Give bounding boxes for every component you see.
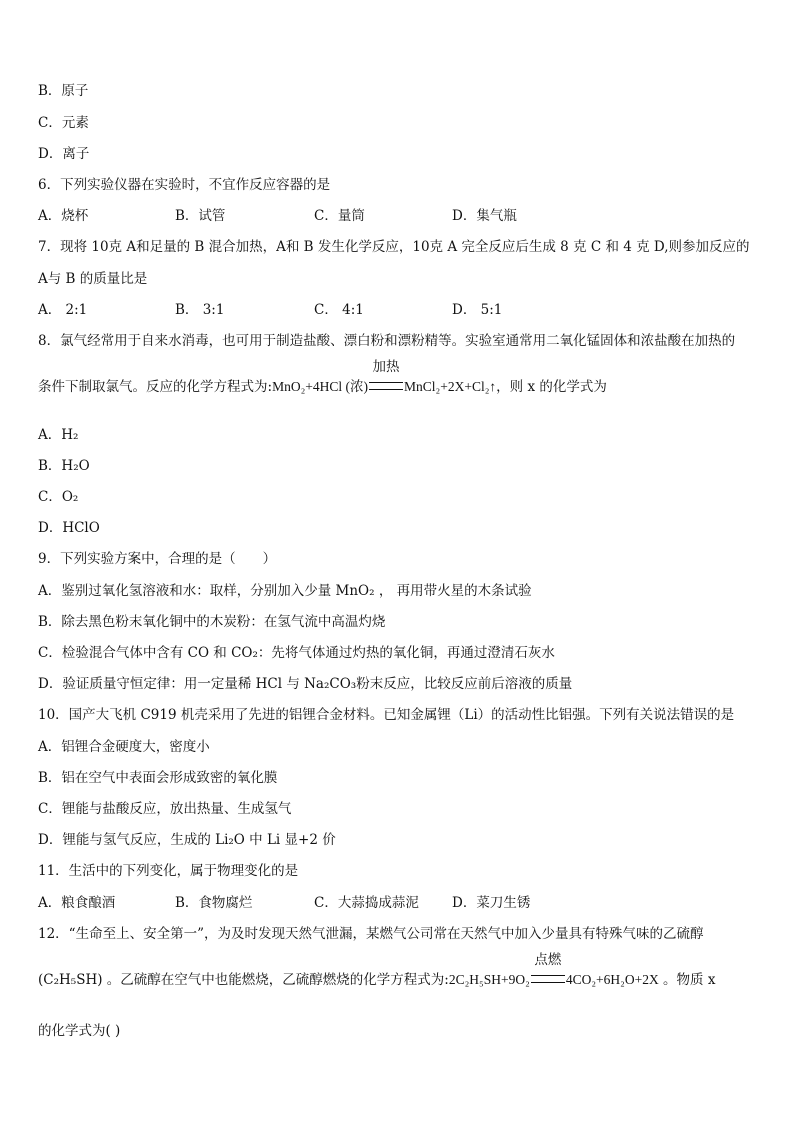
q11-option-a: A．粮食酿酒 bbox=[38, 895, 116, 911]
q11-option-b: B．食物腐烂 bbox=[175, 895, 253, 911]
q8-stem-prefix: 条件下制取氯气。反应的化学方程式为: bbox=[38, 379, 273, 395]
q6-option-c: C．量筒 bbox=[314, 208, 365, 224]
q12-stem-prefix: (C₂H₅SH) 。乙硫醇在空气中也能燃烧，乙硫醇燃烧的化学方程式为: bbox=[38, 972, 449, 988]
q7-stem-line2: A与 B 的质量比是 bbox=[38, 271, 148, 287]
q11-option-d: D．菜刀生锈 bbox=[452, 895, 531, 911]
q8-stem-line1: 8．氯气经常用于自来水消毒，也可用于制造盐酸、漂白粉和漂粉精等。实验室通常用二氧化锰固体和浓盐酸在加热的 bbox=[38, 333, 736, 349]
q12-reaction-arrow bbox=[531, 952, 565, 989]
q5-option-b: B．原子 bbox=[38, 83, 89, 99]
q9-option-c: C．检验混合气体中含有 CO 和 CO₂：先将气体通过灼热的氧化铜，再通过澄清石灰水 bbox=[38, 645, 555, 661]
q8-stem-line2 bbox=[38, 359, 607, 396]
q10-option-c: C．锂能与盐酸反应，放出热量、生成氢气 bbox=[38, 801, 292, 817]
q7-options bbox=[38, 301, 758, 319]
q8-option-a: A．H₂ bbox=[38, 427, 79, 443]
q12-equation-right: 4CO₂+6H₂O+2X bbox=[565, 972, 659, 987]
q8-reaction-condition: 加热 bbox=[372, 359, 400, 375]
q8-equation-right: MnCl₂+2X+Cl₂↑ bbox=[404, 379, 497, 394]
q9-option-a: A．鉴别过氧化氢溶液和水：取样，分别加入少量 MnO₂ ， 再用带火星的木条试验 bbox=[38, 583, 532, 599]
q12-stem-line1: 12．“生命至上、安全第一”，为及时发现天然气泄漏，某燃气公司常在天然气中加入少量具有特殊气味的乙硫醇 bbox=[38, 926, 704, 942]
q11-option-c: C．大蒜捣成蒜泥 bbox=[314, 895, 419, 911]
q8-option-d: D．HClO bbox=[38, 520, 100, 536]
q10-stem: 10．国产大飞机 C919 机壳采用了先进的铝锂合金材料。已知金属锂（Li）的活动性比铝强。下列有关说法错误的是 bbox=[38, 707, 735, 723]
q6-stem: 6．下列实验仪器在实验时，不宜作反应容器的是 bbox=[38, 177, 331, 193]
q6-option-a: A．烧杯 bbox=[38, 208, 89, 224]
q7-option-c: C． 4:1 bbox=[314, 302, 364, 318]
q8-stem-suffix: ，则 x 的化学式为 bbox=[496, 379, 607, 395]
q6-option-b: B．试管 bbox=[175, 208, 226, 224]
q9-option-d: D．验证质量守恒定律：用一定量稀 HCl 与 Na₂CO₃粉末反应，比较反应前后溶液的质量 bbox=[38, 676, 573, 692]
q8-option-b: B．H₂O bbox=[38, 458, 90, 474]
q9-stem: 9．下列实验方案中，合理的是（ ） bbox=[38, 551, 277, 567]
q7-option-a: A． 2:1 bbox=[38, 302, 88, 318]
q7-stem-line1: 7．现将 10克 A和足量的 B 混合加热，A和 B 发生化学反应，10克 A 完全反应后生成 8 克 C 和 4 克 D,则参加反应的 bbox=[38, 239, 750, 255]
q10-option-a: A．铝锂合金硬度大，密度小 bbox=[38, 739, 210, 755]
q12-stem-line2 bbox=[38, 952, 716, 989]
q7-option-b: B． 3:1 bbox=[175, 302, 225, 318]
q12-equation-left: 2C₂H₅SH+9O₂ bbox=[448, 972, 530, 987]
q12-stem-suffix: 。物质 x bbox=[658, 972, 716, 988]
q11-options bbox=[38, 894, 758, 912]
q6-option-d: D．集气瓶 bbox=[452, 208, 517, 224]
q9-option-b: B．除去黑色粉末氧化铜中的木炭粉：在氢气流中高温灼烧 bbox=[38, 614, 386, 630]
q11-stem: 11．生活中的下列变化，属于物理变化的是 bbox=[38, 863, 299, 879]
q5-option-d: D．离子 bbox=[38, 146, 90, 162]
q8-equation-left: MnO₂+4HCl (浓) bbox=[272, 379, 369, 394]
q6-options bbox=[38, 207, 758, 225]
q8-reaction-arrow bbox=[369, 359, 403, 396]
q12-stem-line3: 的化学式为( ) bbox=[38, 1023, 121, 1039]
q7-option-d: D． 5:1 bbox=[452, 302, 503, 318]
q5-option-c: C．元素 bbox=[38, 115, 89, 131]
q10-option-d: D．锂能与氢气反应，生成的 Li₂O 中 Li 显+2 价 bbox=[38, 832, 336, 848]
q8-option-c: C．O₂ bbox=[38, 489, 79, 505]
q12-reaction-condition: 点燃 bbox=[534, 952, 562, 968]
q10-option-b: B．铝在空气中表面会形成致密的氧化膜 bbox=[38, 770, 278, 786]
